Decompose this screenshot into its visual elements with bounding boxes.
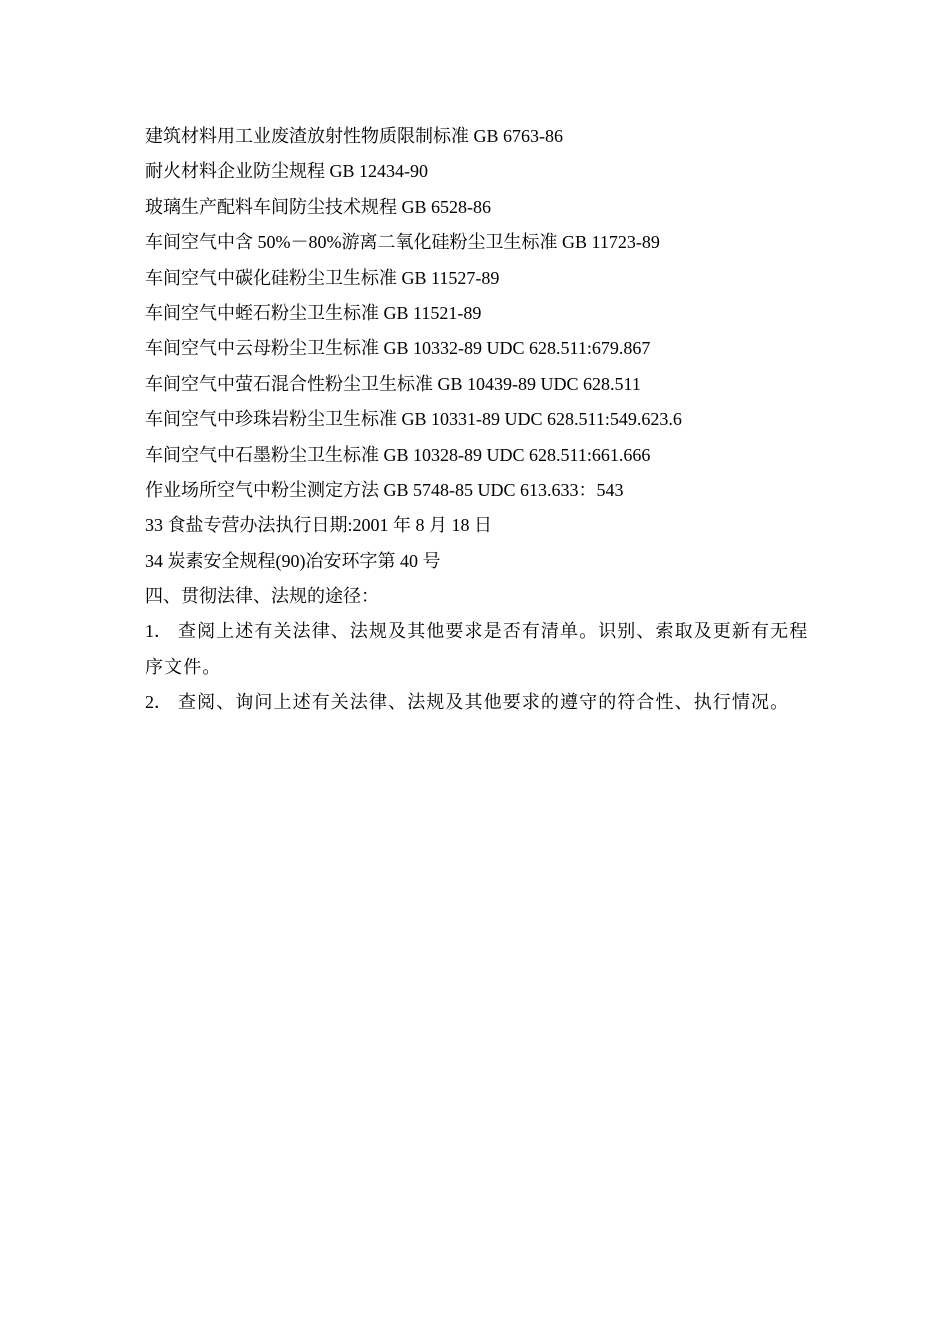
standard-line: 车间空气中云母粉尘卫生标准 GB 10332-89 UDC 628.511:679.867 (145, 338, 651, 359)
standard-line: 车间空气中石墨粉尘卫生标准 GB 10328-89 UDC 628.511:661.666 (145, 444, 651, 465)
standard-line: 车间空气中蛭石粉尘卫生标准 GB 11521-89 (145, 302, 482, 323)
item-number: 2． (145, 692, 172, 713)
regulation-line: 33 食盐专营办法执行日期:2001 年 8 月 18 日 (145, 515, 492, 536)
item-text: 查阅上述有关法律、法规及其他要求是否有清单。识别、索取及更新有无程序文件。 (145, 621, 809, 677)
numbered-item (145, 614, 815, 685)
standard-line: 车间空气中含 50%－80%游离二氧化硅粉尘卫生标准 GB 11723-89 (145, 232, 660, 253)
standard-line: 耐火材料企业防尘规程 GB 12434-90 (145, 161, 428, 182)
standard-line: 车间空气中珍珠岩粉尘卫生标准 GB 10331-89 UDC 628.511:549.623.6 (145, 409, 682, 430)
standard-line: 建筑材料用工业废渣放射性物质限制标准 GB 6763-86 (145, 126, 563, 146)
item-number: 1． (145, 621, 172, 642)
standard-line: 车间空气中碳化硅粉尘卫生标准 GB 11527-89 (145, 267, 500, 288)
regulation-line: 34 炭素安全规程(90)冶安环字第 40 号 (145, 550, 441, 571)
section-heading: 四、贯彻法律、法规的途径： (145, 586, 379, 607)
standard-line: 玻璃生产配料车间防尘技术规程 GB 6528-86 (145, 196, 491, 217)
numbered-item (145, 685, 815, 720)
standard-line: 作业场所空气中粉尘测定方法 GB 5748-85 UDC 613.633：543 (145, 479, 624, 500)
item-text: 查阅、询问上述有关法律、法规及其他要求的遵守的符合性、执行情况。 (178, 692, 790, 713)
document-body (145, 119, 815, 721)
standard-line: 车间空气中萤石混合性粉尘卫生标准 GB 10439-89 UDC 628.511 (145, 373, 641, 394)
